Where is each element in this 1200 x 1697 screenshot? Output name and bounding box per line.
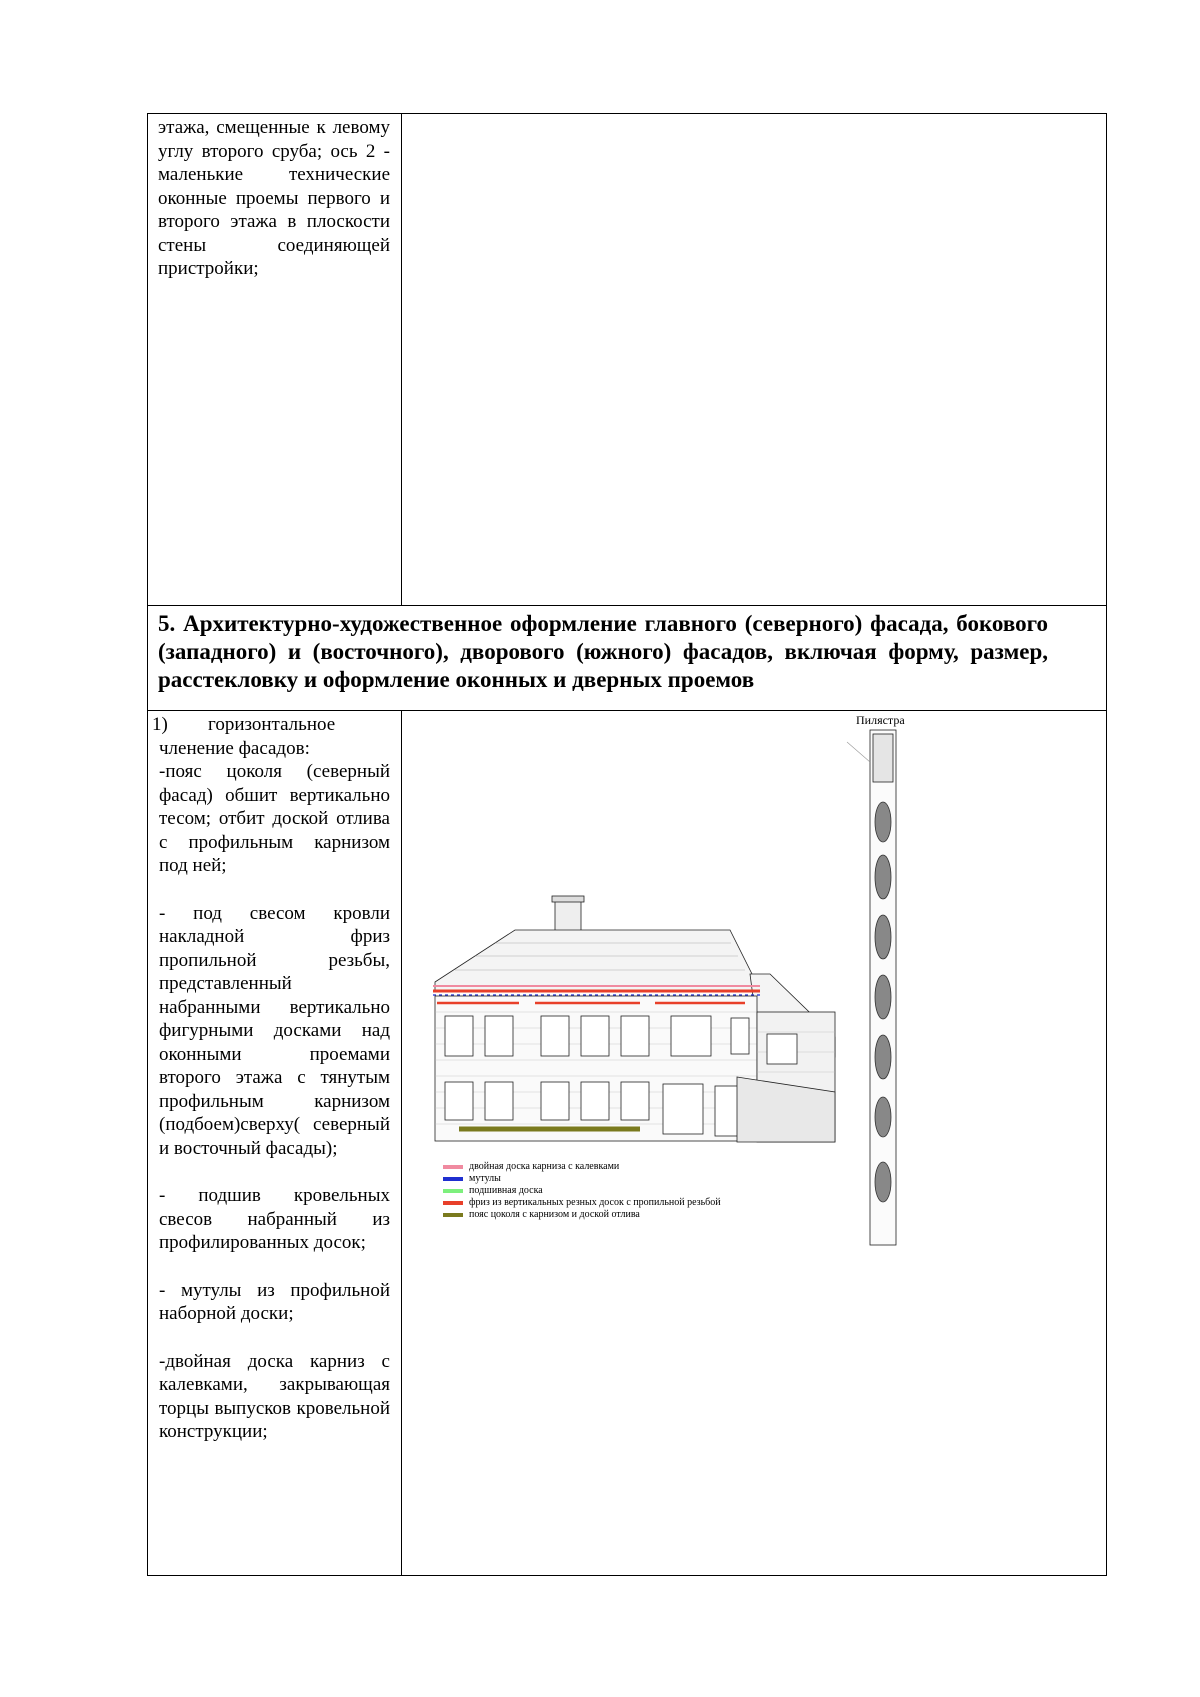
legend-swatch: [443, 1177, 463, 1181]
bottom-left-cell-text: [152, 713, 390, 1444]
item-title-first: горизонтальное: [208, 714, 336, 735]
legend-label: подшивная доска: [469, 1185, 543, 1196]
legend-swatch: [443, 1189, 463, 1193]
pilaster-label: Пилястра: [856, 713, 905, 727]
legend-swatch: [443, 1201, 463, 1205]
legend-swatch: [443, 1213, 463, 1217]
top-left-paragraph: этажа, смещенные к левому углу второго сруба; ось 2 - маленькие технические оконные проемы первого и второго этажа в плоскости стены соединяющей пристройки;: [158, 117, 390, 279]
legend-label: фриз из вертикальных резных досок с пропильной резьбой: [469, 1197, 721, 1208]
drawing-legend: [443, 1161, 721, 1221]
column-divider-bottom: [401, 710, 402, 1576]
legend-item: [443, 1161, 721, 1173]
legend-item: [443, 1197, 721, 1209]
legend-item: [443, 1173, 721, 1185]
item-header: [152, 713, 390, 737]
top-left-cell-text: [158, 116, 390, 281]
column-divider-top: [401, 113, 402, 605]
paragraph-mutules: - мутулы из профильной наборной доски;: [159, 1279, 390, 1324]
legend-label: пояс цоколя с карнизом и доской отлива: [469, 1209, 640, 1220]
item-title-rest: членение фасадов:: [159, 737, 310, 759]
paragraph-frieze: - под свесом кровли накладной фриз пропильной резьбы, представленный набранными вертикально фигурными досками над оконными проемами второго этажа с тянутым профильным карнизом (подбоем)сверху( северный и восточный фасады);: [159, 902, 390, 1159]
legend-label: мутулы: [469, 1173, 501, 1184]
legend-label: двойная доска карниза с калевками: [469, 1161, 620, 1172]
paragraph-soffit: - подшив кровельных свесов набранный из профилированных досок;: [159, 1185, 390, 1253]
legend-item: [443, 1209, 721, 1221]
item-number: 1): [152, 714, 168, 735]
legend-item: [443, 1185, 721, 1197]
section-heading: 5. Архитектурно-художественное оформление главного (северного) фасада, бокового (западного) и (восточного), дворового (южного) фасадов, включая форму, размер, расстекловку и оформление оконных и дверных проемов: [158, 611, 1048, 692]
legend-swatch: [443, 1165, 463, 1169]
row-divider-heading-top: [147, 605, 1107, 606]
paragraph-plinth: -пояс цоколя (северный фасад) обшит вертикально тесом; отбит доской отлива с профильным карнизом под ней;: [159, 761, 390, 876]
row-divider-heading-bottom: [147, 710, 1107, 711]
paragraph-cornice: -двойная доска карниз с калевками, закрывающая торцы выпусков кровельной конструкции;: [159, 1350, 390, 1442]
